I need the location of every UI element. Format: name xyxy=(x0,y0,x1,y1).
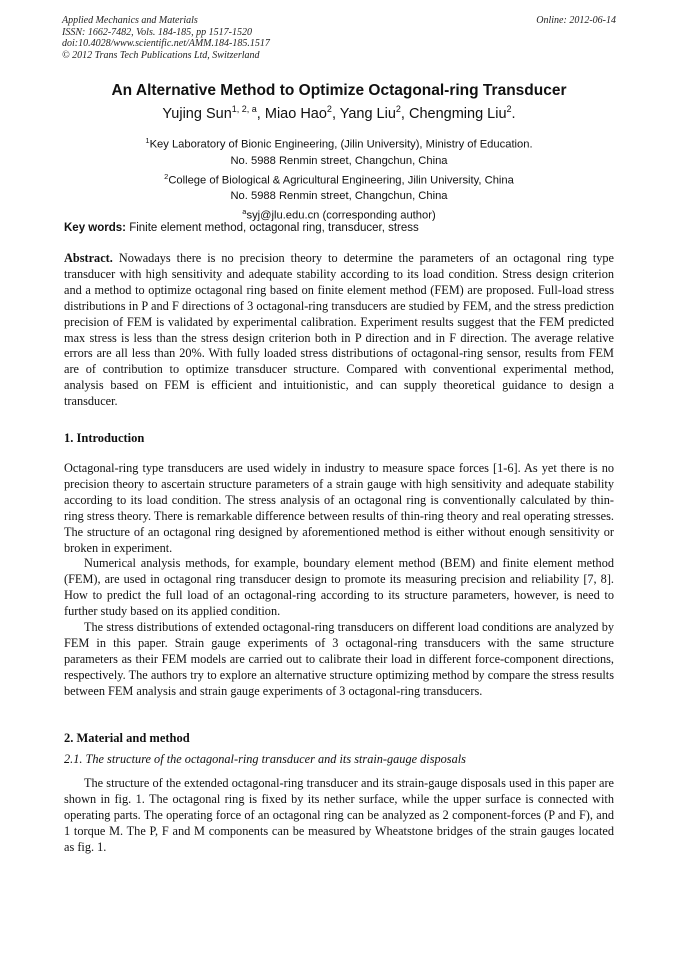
journal-name: Applied Mechanics and Materials xyxy=(62,15,198,26)
issn-line: ISSN: 1662-7482, Vols. 184-185, pp 1517-1520 xyxy=(62,26,252,38)
affiliation-1-address: No. 5988 Renmin street, Changchun, China xyxy=(230,154,448,167)
affiliation-text: College of Biological & Agricultural Engineering, Jilin University, China xyxy=(168,174,514,187)
subsection-heading: 2.1. The structure of the octagonal-ring transducer and its strain-gauge disposals xyxy=(64,752,466,766)
author-sep: , xyxy=(400,105,409,122)
author-name: Chengming Liu xyxy=(408,105,507,122)
author-sep: , xyxy=(331,105,340,122)
author-name: Miao Hao xyxy=(264,105,327,122)
keywords xyxy=(64,222,419,234)
author-sup: 1, 2, a xyxy=(231,104,257,114)
author-sup: 2 xyxy=(506,104,512,114)
email-text[interactable]: syj@jlu.edu.cn (corresponding author) xyxy=(246,210,436,223)
affiliation-text: Key Laboratory of Bionic Engineering, (Jilin University), Ministry of Education. xyxy=(149,138,533,151)
affiliation-1 xyxy=(0,133,678,153)
author-sup: 2 xyxy=(395,104,401,114)
author-name: Yang Liu xyxy=(339,105,396,122)
abstract-text: Nowadays there is no precision theory to determine the parameters of an octagonal ring type transducer with high sensitivity and adequate stability according to its load condition. Stress design criterion and a method to optimize octagonal ring based on finite element method (FEM) are proposed. Full-load stress distributions in P and F directions of 3 octagonal-ring transducers are studied by FEM, and the stress prediction precision of FEM is validated by experimental calibration. Experiment results suggest that the FEM predicted max stress is less than the stress design criterion both in P direction and in F direction. The average relative errors are all less than 20%. With fully loaded stress distributions of octagonal-ring sensor, results from FEM are of contribution to optimize transducer structure. Compared with conventional experimental method, analysis based on FEM is efficient and intuitionistic, and can supply theoretical guidance to design a transducer. xyxy=(64,251,614,409)
section-heading: 1. Introduction xyxy=(64,431,145,445)
email-sup: a xyxy=(242,207,247,217)
keywords-text: Finite element method, octagonal ring, transducer, stress xyxy=(129,222,419,234)
paragraph: Numerical analysis methods, for example, boundary element method (BEM) and finite element method (FEM), are used in octagonal ring transducer design to promote its measuring precision and reliability [7, 8]. How to predict the full load of an octagonal-ring according to its structure parameters, however, is need to further study based on its applied condition. xyxy=(64,556,614,618)
affiliation-2 xyxy=(0,169,678,189)
abstract-label: Abstract. xyxy=(64,251,113,265)
author-sup: 2 xyxy=(326,104,332,114)
online-date: Online: 2012-06-14 xyxy=(536,15,616,26)
copyright-line: © 2012 Trans Tech Publications Ltd, Switzerland xyxy=(62,49,260,61)
author-list xyxy=(0,104,678,122)
affiliation-2-address: No. 5988 Renmin street, Changchun, China xyxy=(230,190,448,203)
author-sep: , xyxy=(256,105,265,122)
paragraph: The stress distributions of extended octagonal-ring transducers on different load conditions are analyzed by FEM in this paper. Strain gauge experiments of 3 octagonal-ring transducers with the same structure parameters as their FEM models are carried out to calibrate their load in different force-component directions, respectively. The authors try to explore an alternative structure optimizing method by compare the stress results between FEM analysis and strain gauge experiments of 3 octagonal-ring transducers. xyxy=(64,620,614,698)
journal-header xyxy=(62,15,270,61)
author-sep: . xyxy=(511,105,516,122)
abstract xyxy=(64,251,614,410)
section-heading: 2. Material and method xyxy=(64,731,190,745)
author-name: Yujing Sun xyxy=(162,105,232,122)
paper-title: An Alternative Method to Optimize Octagonal-ring Transducer xyxy=(111,82,567,99)
paragraph: Octagonal-ring type transducers are used widely in industry to measure space forces [1-6]. As yet there is no precision theory to ascertain structure parameters of a strain gauge with high sensitivity and adequate stability according to its load condition. The stress analysis of an octagonal ring is conventionally calculated by thin-ring stress theory. There is remarkable difference between results of thin-ring theory and real operating stresses. The structure of an octagonal ring designed by aforementioned method is either without enough sensitivity or broken in experiment. xyxy=(64,461,614,555)
paragraph: The structure of the extended octagonal-ring transducer and its strain-gauge disposals used in this paper are shown in fig. 1. The octagonal ring is fixed by its nether surface, while the upper surface is connected with operating parts. The operating force of an octagonal ring can be analyzed as 2 component-forces (P and F), and 1 torque M. The P, F and M components can be measured by Wheatstone bridges of the strain gauges located as fig. 1. xyxy=(64,776,614,854)
affiliation-sup: 2 xyxy=(164,171,169,181)
affiliation-sup: 1 xyxy=(145,136,150,145)
keywords-label: Key words: xyxy=(64,222,126,234)
affiliations xyxy=(0,133,678,224)
doi-line[interactable]: doi:10.4028/www.scientific.net/AMM.184-185.1517 xyxy=(62,38,270,50)
